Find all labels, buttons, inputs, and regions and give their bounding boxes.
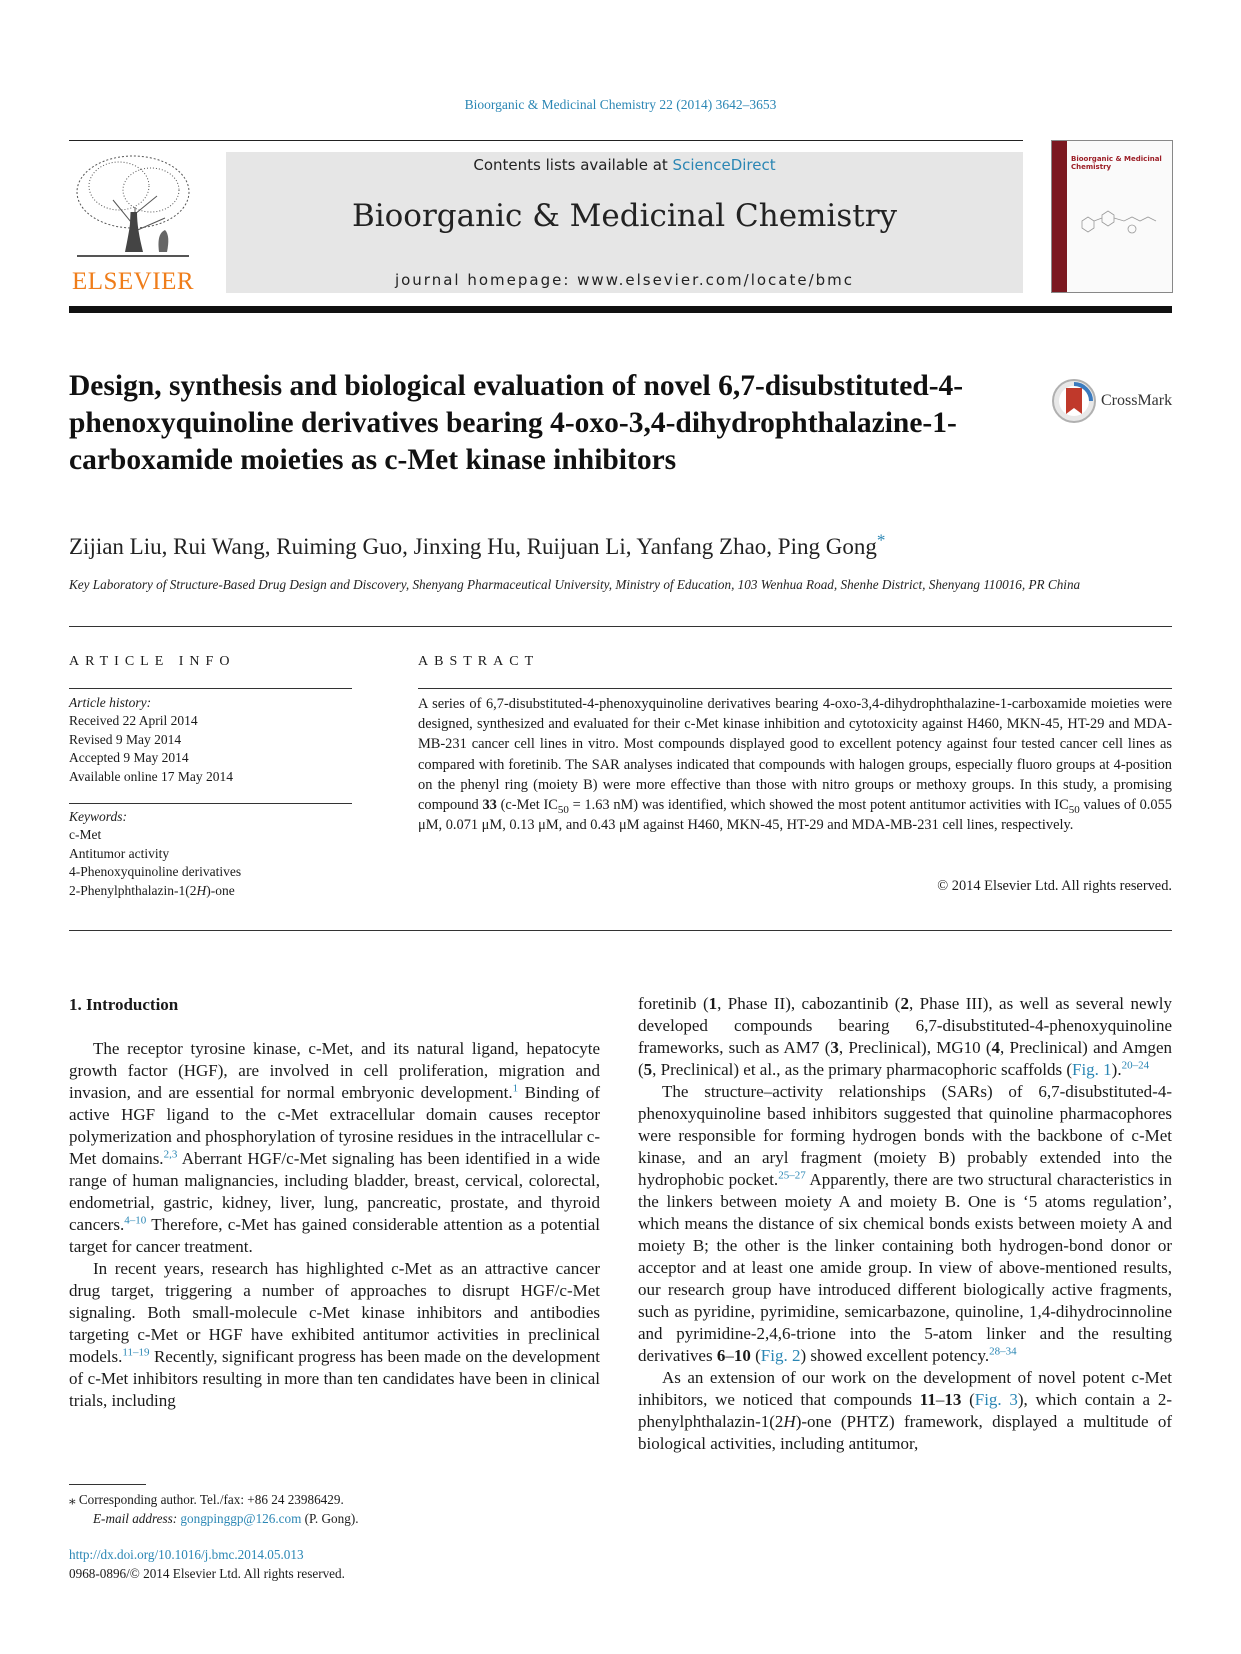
text-span: Apparently, there are two structural characteristics in the linkers between moiety A and moiety B. One is ‘5 atoms regulation’, which means the distance of six chemical bonds exists between moiety A and moiety B; the other is the linker containing both hydrogen-bond donor or acceptor and at least one amide group. In view of above-mentioned results, our research group have introduced different biologically active fragments, such as pyridine, pyrimidine, semicarbazone, quinoline, 1,4-dihydrocinnoline and pyrimidine-2,4,6-trione into the 5-atom linker and the resulting derivatives (638, 1170, 1172, 1365)
elsevier-tree-icon (69, 152, 197, 264)
text-span: , Preclinical), MG10 ( (838, 1038, 992, 1057)
compound-number: 10 (733, 1346, 751, 1365)
text-span: foretinib ( (638, 994, 709, 1013)
reference-link[interactable]: 25–27 (778, 1169, 806, 1182)
text-span: – (935, 1390, 945, 1409)
text-span: Therefore, c-Met has gained considerable attention as a potential target for cancer treatment. (69, 1215, 600, 1256)
compound-number: 2 (900, 994, 909, 1013)
keyword: 4-Phenoxyquinoline derivatives (69, 864, 242, 880)
compound-number: 11 (919, 1390, 936, 1409)
homepage-prefix: journal homepage: (394, 271, 578, 289)
figure-link[interactable]: Fig. 1 (1071, 1060, 1112, 1079)
email-suffix: (P. Gong). (301, 1511, 359, 1526)
footnote-mark: ⁎ (69, 1492, 76, 1507)
compound-number: 6 (716, 1346, 726, 1365)
homepage-link[interactable]: www.elsevier.com/locate/bmc (577, 271, 855, 289)
text-span: The receptor tyrosine kinase, c-Met, and its natural ligand, hepatocyte growth factor (HGF), are involved in cell proliferation, migration and invasion, and are essential for normal embryonic development. (69, 1039, 600, 1102)
top-rule (69, 140, 1023, 141)
paragraph (638, 993, 1172, 1081)
cover-spine (1052, 141, 1067, 292)
footnote-rule (69, 1484, 146, 1485)
section-heading: 1. Introduction (69, 995, 179, 1014)
text-span: , Preclinical) and Amgen ( (638, 1038, 1172, 1079)
keyword-part: 2-Phenylphthalazin-1(2 (69, 882, 197, 898)
text-span: , Preclinical) et al., as the primary pharmacophoric scaffolds ( (652, 1060, 1072, 1079)
text-span: , Phase III), as well as several newly developed compounds bearing 6,7-disubstituted-4-phenoxyquinoline frameworks, such as AM7 ( (638, 994, 1172, 1057)
text-span: ( (750, 1346, 761, 1365)
contents-line (226, 156, 1023, 174)
keywords (69, 808, 359, 900)
text-span: Aberrant HGF/c-Met signaling has been identified in a wide range of human malignancies, including bladder, breast, cervical, colorectal, endometrial, gastric, kidney, liver, lung, pancreatic, prostate, and thyroid cancers. (69, 1149, 600, 1234)
body-column-left (69, 994, 600, 1412)
text-span: ) showed excellent potency. (800, 1346, 990, 1365)
reference-link[interactable]: 1 (512, 1082, 519, 1095)
accepted-date: Accepted 9 May 2014 (69, 750, 189, 766)
paragraph (69, 1258, 600, 1412)
abstract-span: A series of 6,7-disubstituted-4-phenoxyquinoline derivatives bearing 4-oxo-3,4-dihydrophthalazine-1-carboxamide moieties were designed, synthesized and evaluated for their c-Met kinase inhibition and cytotoxicity against H460, MKN-45, HT-29 and MDA-MB-231 cancer cell lines in vitro. Most compounds displayed good to excellent potency against four tested cancer cell lines as compared with foretinib. The SAR analyses indicated that compounds with halogen groups, especially fluoro groups at 4-position on the phenyl ring (moiety B) were more effective than those with nitro groups or methoxy groups. In this study, a promising compound (418, 696, 1172, 814)
text-span: H (783, 1412, 796, 1431)
doi-link[interactable]: http://dx.doi.org/10.1016/j.bmc.2014.05.013 (69, 1547, 304, 1562)
abstract-heading: ABSTRACT (418, 654, 540, 669)
email-label: E-mail address: (93, 1511, 181, 1526)
affiliation-divider (69, 626, 1172, 627)
issn-copyright: 0968-0896/© 2014 Elsevier Ltd. All rights reserved. (69, 1566, 345, 1581)
keyword: c-Met (69, 827, 102, 843)
figure-link[interactable]: Fig. 3 (974, 1390, 1018, 1409)
text-span: The structure–activity relationships (SARs) of 6,7-disubstituted-4-phenoxyquinoline based inhibitors suggested that quinoline pharmacophores were responsible for forming hydrogen bonds with the backbone of c-Met kinase, and an aryl fragment (moiety B) probably extended into the hydrophobic pocket. (638, 1082, 1172, 1189)
article-info-divider (69, 688, 352, 689)
reference-link[interactable]: 2,3 (163, 1148, 178, 1161)
sciencedirect-link[interactable]: ScienceDirect (672, 156, 776, 174)
compound-number: 4 (991, 1038, 1000, 1057)
affiliation: Key Laboratory of Structure-Based Drug Design and Discovery, Shenyang Pharmaceutical University, Ministry of Education, 103 Wenhua Road, Shenhe District, Shenyang 110016, PR China (69, 577, 1081, 592)
abstract-span: (c-Met IC (496, 797, 558, 814)
subscript: 50 (1068, 803, 1080, 816)
keywords-divider (69, 803, 352, 804)
text-span: As an extension of our work on the development of novel potent c-Met inhibitors, we noticed that compounds (638, 1368, 1172, 1409)
article-title: Design, synthesis and biological evaluation of novel 6,7-disubstituted-4-phenoxyquinoline derivatives bearing 4-oxo-3,4-dihydrophthalazine-1-carboxamide moieties as c-Met kinase inhibitors (69, 370, 964, 476)
corresponding-author-note (69, 1490, 359, 1509)
text-span: )-one (PHTZ) framework, displayed a multitude of biological activities, including antitumor, (638, 1412, 1172, 1453)
abstract-span: = 1.63 nM) was identified, which showed the most potent antitumor activities with IC (568, 797, 1069, 814)
keywords-label: Keywords: (69, 809, 127, 824)
crossmark-badge[interactable] (1051, 378, 1176, 424)
text-span: ( (961, 1390, 975, 1409)
text-span: Binding of active HGF ligand to the c-Met extracellular domain causes receptor polymerization and phosphorylation of tyrosine residues in the intracellular c-Met domains. (69, 1083, 601, 1168)
email-line (69, 1509, 359, 1528)
text-span: ), which contain a 2-phenylphthalazin-1(2 (638, 1390, 1172, 1431)
keyword-part: )-one (206, 882, 235, 898)
text-span: Recently, significant progress has been made on the development of c-Met inhibitors resulting in more than ten candidates have been in clinical trials, including (69, 1347, 600, 1410)
contents-prefix: Contents lists available at (473, 156, 673, 174)
reference-link[interactable]: 11–19 (122, 1346, 150, 1359)
journal-citation[interactable]: Bioorganic & Medicinal Chemistry 22 (2014) 3642–3653 (464, 97, 777, 112)
article-info-heading: ARTICLE INFO (69, 654, 236, 669)
footnote (69, 1490, 359, 1528)
reference-link[interactable]: 20–24 (1121, 1059, 1150, 1072)
compound-number: 13 (944, 1390, 962, 1409)
footnote-text: Corresponding author. Tel./fax: +86 24 23986429. (75, 1492, 344, 1507)
molecule-illustration-icon (1072, 201, 1166, 241)
compound-number: 5 (643, 1060, 653, 1079)
body-column-right (638, 993, 1172, 1455)
text-span: – (725, 1346, 734, 1365)
figure-link[interactable]: Fig. 2 (760, 1346, 801, 1365)
crossmark-label: CrossMark (1101, 392, 1173, 409)
email-link[interactable]: gongpinggp@126.com (180, 1511, 302, 1526)
journal-masthead (226, 152, 1023, 293)
header-divider (69, 306, 1172, 313)
keyword-part: H (196, 882, 207, 898)
keyword: Antitumor activity (69, 845, 170, 861)
text-span: ). (1111, 1060, 1122, 1079)
received-date: Received 22 April 2014 (69, 713, 198, 729)
author-names: Zijian Liu, Rui Wang, Ruiming Guo, Jinxing Hu, Ruijuan Li, Yanfang Zhao, Ping Gong (69, 534, 877, 559)
paragraph (69, 1038, 600, 1258)
compound-number: 33 (482, 797, 497, 814)
reference-link[interactable]: 28–34 (989, 1345, 1017, 1358)
crossmark-icon (1051, 378, 1097, 424)
abstract-text (418, 694, 1172, 835)
journal-homepage (226, 271, 1023, 289)
journal-cover-thumbnail (1051, 140, 1173, 293)
article-history (69, 694, 359, 786)
paragraph (638, 1367, 1172, 1455)
text-span: , Phase II), cabozantinib ( (717, 994, 901, 1013)
doi-block (69, 1545, 345, 1583)
paragraph (638, 1081, 1172, 1367)
author-list (69, 530, 886, 560)
revised-date: Revised 9 May 2014 (69, 731, 182, 747)
abstract-divider (418, 688, 1172, 689)
reference-link[interactable]: 4–10 (124, 1214, 147, 1227)
keyword (69, 882, 359, 900)
text-span: In recent years, research has highlighted c-Met as an attractive cancer drug target, triggering a number of approaches to disrupt HGF/c-Met signaling. Both small-molecule c-Met kinase inhibitors and antibodies targeting c-Met or HGF have exhibited antitumor activities in preclinical models. (69, 1259, 600, 1366)
abstract-span: values of 0.055 μM, 0.071 μM, 0.13 μM, and 0.43 μM against H460, MKN-45, HT-29 and MDA-MB-231 cell lines, respectively. (418, 797, 1172, 834)
cover-title: Bioorganic & Medicinal Chemistry (1071, 155, 1162, 171)
publisher-name: ELSEVIER (71, 268, 195, 295)
online-date: Available online 17 May 2014 (69, 768, 233, 784)
compound-number: 1 (708, 994, 718, 1013)
abstract-copyright: © 2014 Elsevier Ltd. All rights reserved. (937, 878, 1172, 894)
subscript: 50 (557, 803, 569, 816)
abstract-bottom-divider (69, 930, 1172, 931)
compound-number: 3 (830, 1038, 839, 1057)
journal-title: Bioorganic & Medicinal Chemistry (351, 198, 898, 234)
corresponding-author-mark[interactable]: * (876, 530, 886, 550)
elsevier-logo (69, 152, 197, 296)
history-label: Article history: (69, 695, 152, 710)
